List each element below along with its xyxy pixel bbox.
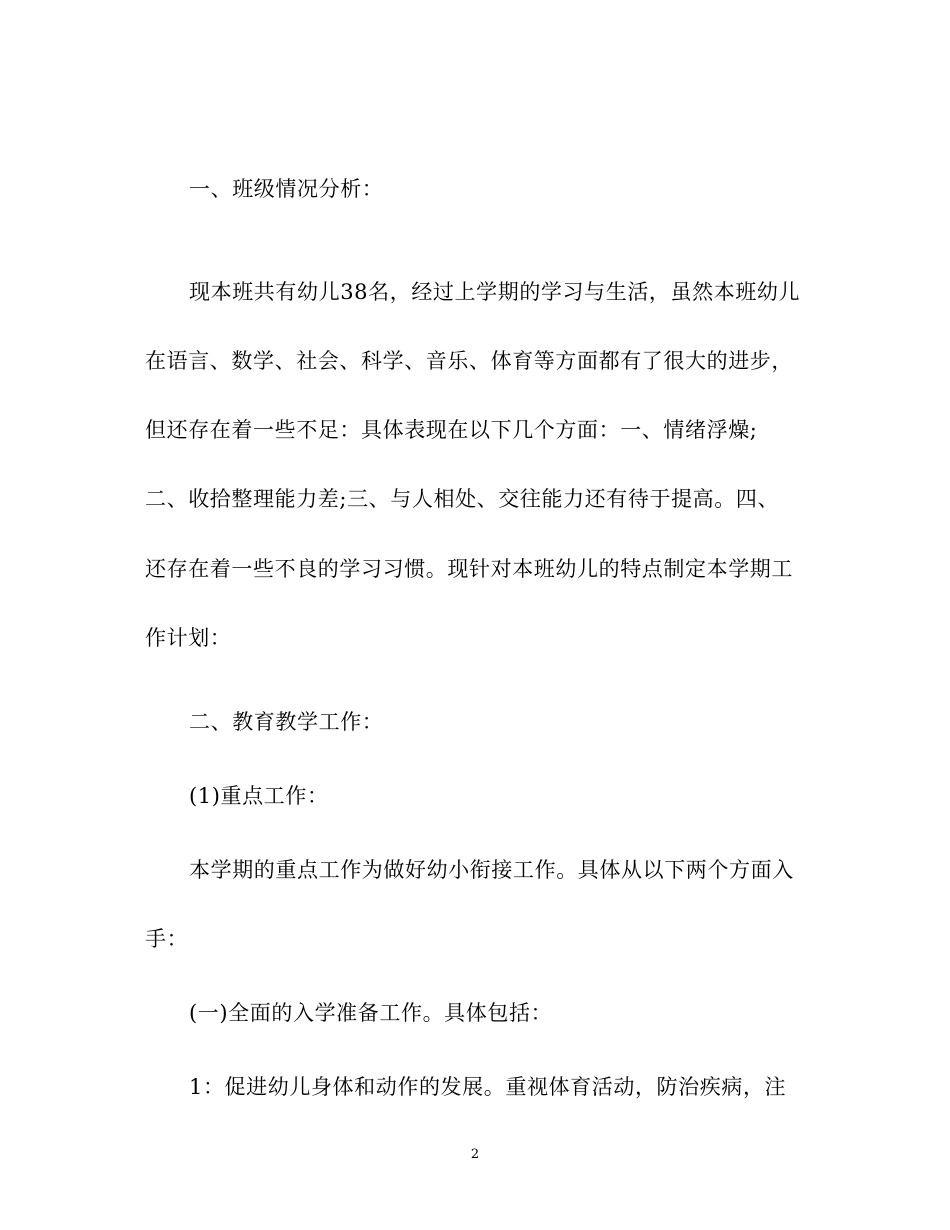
section-heading-class-analysis: 一、班级情况分析：	[189, 177, 384, 201]
subsection-heading-key-work: (1)重点工作：	[189, 784, 329, 808]
paragraph-line: 作计划：	[145, 626, 232, 650]
section-heading-education: 二、教育教学工作：	[189, 710, 384, 734]
paragraph-line: 二、收拾整理能力差;三、与人相处、交往能力还有待于提高。四、	[145, 487, 780, 511]
paragraph-line: 现本班共有幼儿38名，经过上学期的学习与生活，虽然本班幼儿	[189, 280, 801, 304]
page-number: 2	[470, 1147, 480, 1162]
list-heading-preparation: (一)全面的入学准备工作。具体包括：	[189, 1001, 553, 1025]
paragraph-line: 还存在着一些不良的学习习惯。现针对本班幼儿的特点制定本学期工	[145, 557, 793, 581]
paragraph-line: 但还存在着一些不足：具体表现在以下几个方面：一、情绪浮燥;	[145, 418, 758, 442]
paragraph-line: 本学期的重点工作为做好幼小衔接工作。具体从以下两个方面入	[189, 858, 794, 882]
list-item-line: 1：促进幼儿身体和动作的发展。重视体育活动，防治疾病，注	[189, 1075, 787, 1099]
paragraph-line: 在语言、数学、社会、科学、音乐、体育等方面都有了很大的进步，	[145, 349, 793, 373]
paragraph-line: 手：	[145, 927, 189, 951]
